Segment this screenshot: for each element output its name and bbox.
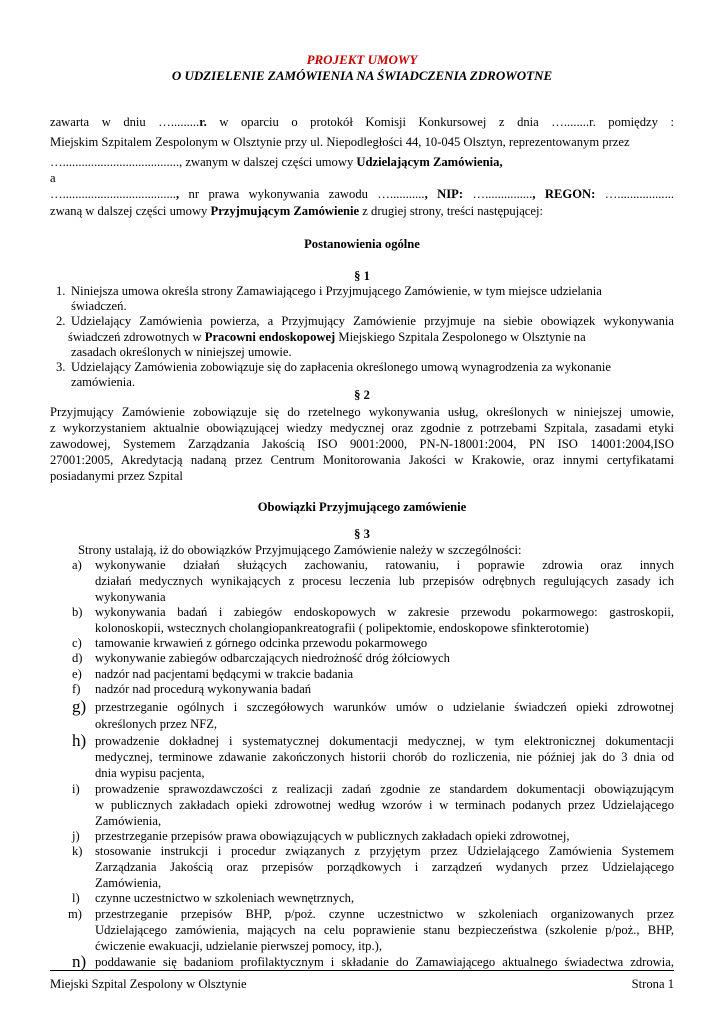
paragraph-sign-2: § 2 [354,388,370,402]
paragraph-sign-1: § 1 [354,269,370,283]
par3-m-line1: przestrzeganie przepisów BHP, p/poż. czynne uczestnictwo w szkoleniach organizowanych przez [95,907,674,921]
intro-line-6: zwaną w dalszej części umowy Przyjmującym Zamówienie z drugiej strony, treści następującej: [50,204,543,218]
list-marker: h) [72,731,87,750]
list-marker: m) [68,907,82,921]
section-heading-general: Postanowienia ogólne [304,237,420,251]
list-marker: j) [72,829,80,843]
par1-item2-line2: świadczeń zdrowotnych w Pracowni endoskopowej Miejskiego Szpitala Zespolonego w Olsztynie na [68,330,586,344]
list-marker: b) [72,605,83,619]
par3-a-line2: działań medycznych wynikających z procesu leczenia lub przepisów odrębnych regulujących zasady ich [95,574,674,588]
par3-l-line1: czynne uczestnictwo w szkoleniach wewnętrznych, [95,891,355,905]
par3-k-line1: stosowanie instrukcji i procedur związanych z przyjętym przez Udzielającego Zamówienia Systemem [95,844,674,858]
par3-h-line2: medycznej, terminowe zdawanie zakończonych historii chorób do rozliczenia, nie później jak do 3 dnia od [95,750,674,764]
list-marker: c) [72,636,82,650]
list-marker: n) [72,952,87,971]
par2-line2: z wykorzystaniem aktualnie obowiązującej wiedzy medycznej oraz zgodnie z potrzebami Szpitala, zasadami etyki [50,421,674,435]
list-number: 1. [56,284,66,298]
document-subtitle: O UDZIELENIE ZAMÓWIENIA NA ŚWIADCZENIA ZDROWOTNE [171,68,553,83]
par3-intro: Strony ustalają, iż do obowiązków Przyjmującego Zamówienie należy w szczególności: [78,543,522,557]
par3-h-line3: dnia wypisu pacjenta, [95,766,205,780]
par3-f-line1: nadzór nad procedurą wykonywania badań [95,682,312,696]
par3-b-line1: wykonywania badań i zabiegów endoskopowych w zakresie przewodu pokarmowego: gastroskopii, [95,605,674,619]
par2-line1: Przyjmujący Zamówienie zobowiązuje się do rzetelnego wykonywania usług, określonych w niniejszej umowie, [50,405,674,419]
par1-item2-line3: zasadach określonych w niniejszej umowie. [71,345,292,359]
par3-h-line1: prowadzenie dokładnej i systematycznej dokumentacji medycznej, w tym elektronicznej dokumentacji [95,734,674,748]
par3-k-line2: Zarządzania Jakością oraz przepisów porządkowych i zarządzeń wydanych przez Udzielającego [95,860,674,874]
par1-item1-line1: Niniejsza umowa określa strony Zamawiającego i Przyjmującego Zamówienie, w tym miejsce udzielania [71,284,602,298]
par3-n-line1: poddawanie się badaniom profilaktycznym i składanie do Zamawiającego aktualnego świadectwa zdrowia, [95,955,674,969]
paragraph-sign-3: § 3 [354,527,370,541]
par1-item2-line1: Udzielający Zamówienia powierza, a Przyjmujący Zamówienie przyjmuje na siebie obowiązek wykonywania [71,314,674,328]
intro-line-5: …...................................., nr prawa wykonywania zawodu …..........., NIP: …..............., REGON: ….................. [50,187,675,201]
par3-a-line1: wykonywanie działań służących zachowaniu, ratowaniu, i poprawie zdrowia oraz innych [95,558,674,572]
document-title: PROJEKT UMOWY [306,52,418,67]
par3-b-line2: kolonoskopii, wstecznych cholangiopankreatografii ( polipektomie, endoskopowe sfinkterotomie) [95,621,589,635]
par3-m-line2: Udzielającego zamówienia, mających na celu poprawienie stanu bezpieczeństwa (szkolenie p/poż., BHP, [95,923,674,937]
par3-e-line1: nadzór nad pacjentami będącymi w trakcie badania [95,667,354,681]
par3-j-line1: przestrzeganie przepisów prawa obowiązujących w publicznych zakładach opieki zdrowotnej, [95,829,570,843]
list-marker: d) [72,651,83,665]
par3-i-line2: w publicznych zakładach opieki zdrowotnej według wzorów i w terminach podanych przez Udzielającego [95,798,674,812]
par3-m-line3: ćwiczenie ewakuacji, udzielanie pierwszej pomocy, itp.), [95,939,382,953]
list-marker: g) [72,697,87,716]
footer-divider [50,970,674,971]
par3-i-line1: prowadzenie sprawozdawczości z realizacji zadań zgodnie ze standardem dokumentacji obowiązującym [95,782,674,796]
list-marker: l) [72,891,80,905]
par3-g-line1: przestrzeganie ogólnych i szczegółowych warunków umów o udzielanie świadczeń opieki zdrowotnej [95,700,674,714]
list-marker: a) [72,558,82,572]
intro-line-1: zawarta w dniu ….........r. w oparciu o protokół Komisji Konkursowej z dnia …........r. pomiędzy : [50,115,674,129]
par1-item3-line1: Udzielający Zamówienia zobowiązuje się do zapłacenia określonego umową wynagrodzenia za wykonanie [71,360,611,374]
intro-line-3: …....................................., zwanym w dalszej części umowy Udzielającym Zamówienia, [50,155,503,169]
list-number: 2. [56,314,66,328]
list-marker: f) [72,682,81,696]
par1-item1-line2: świadczeń. [71,299,127,313]
par1-item3-line2: zamówienia. [71,375,135,389]
par2-line3: zawodowej, Systemem Zarządzania Jakością ISO 9001:2000, PN-N-18001:2004, PN ISO 14001:2004,ISO [50,437,674,451]
par3-i-line3: Zamówienia, [95,814,162,828]
par2-line5: posiadanymi przez Szpital [50,469,183,483]
intro-line-2: Miejskim Szpitalem Zespolonym w Olsztynie przy ul. Niepodległości 44, 10-045 Olsztyn, reprezentowanym przez [50,135,630,149]
list-number: 3. [56,360,66,374]
footer-page-number: Strona 1 [631,977,674,991]
intro-line-4: a [50,171,56,185]
par2-line4: 27001:2005, Akredytacją nadaną przez Centrum Monitorowania Jakości w Krakowie, oraz innymi certyfikatami [50,453,674,467]
par3-g-line2: określonych przez NFZ, [95,717,218,731]
list-marker: k) [72,844,83,858]
footer-organization: Miejski Szpital Zespolony w Olsztynie [50,977,247,991]
par3-a-line3: wykonywania [95,590,166,604]
par3-d-line1: wykonywanie zabiegów odbarczających niedrożność dróg żółciowych [95,651,450,665]
list-marker: i) [72,782,80,796]
par3-c-line1: tamowanie krwawień z górnego odcinka przewodu pokarmowego [95,636,428,650]
par3-k-line3: Zamówienia, [95,876,162,890]
section-heading-duties: Obowiązki Przyjmującego zamówienie [257,500,467,514]
list-marker: e) [72,667,82,681]
